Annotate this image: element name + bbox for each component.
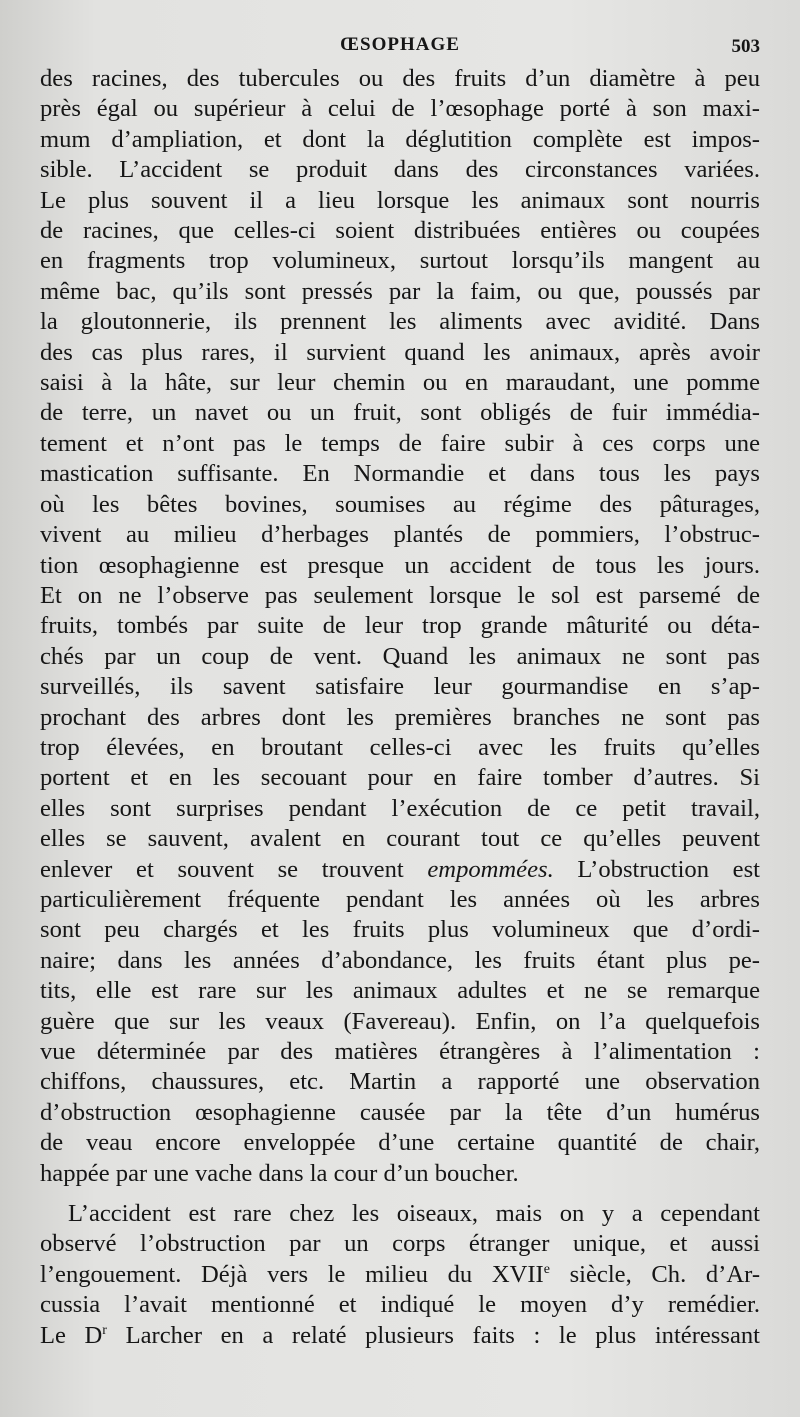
- text-line: vivent au milieu d’herbages plantés de pommiers, l’obstruc-: [40, 521, 760, 549]
- text-line: de veau encore enveloppée d’une certaine quantité de chair,: [40, 1129, 760, 1157]
- text-line: sont peu chargés et les fruits plus volumineux que d’ordi-: [40, 916, 760, 944]
- body-text: [40, 64, 760, 1351]
- text-line: vue déterminée par des matières étrangères à l’alimentation :: [40, 1038, 760, 1065]
- text-line: chés par un coup de vent. Quand les animaux ne sont pas: [40, 642, 760, 670]
- text-run: Larcher en a relaté plusieurs faits : le plus intéressant: [106, 1321, 760, 1349]
- text-line: des racines, des tubercules ou des fruits d’un diamètre à peu: [40, 65, 760, 92]
- text-line: L’accident est rare chez les oiseaux, mais on y a cependant: [68, 1200, 760, 1228]
- text-line: près égal ou supérieur à celui de l’œsophage porté à son maxi-: [40, 95, 760, 123]
- text-run: Le D: [40, 1321, 103, 1349]
- text-line: naire; dans les années d’abondance, les fruits étant plus pe-: [40, 946, 760, 974]
- text-line: surveillés, ils savent satisfaire leur gourmandise en s’ap-: [40, 673, 760, 701]
- text-line: de racines, que celles-ci soient distribuées entières ou coupées: [40, 217, 760, 245]
- text-line: elles se sauvent, avalent en courant tout ce qu’elles peuvent: [40, 825, 760, 853]
- text-line: mastication suffisante. En Normandie et dans tous les pays: [40, 460, 760, 488]
- text-line: happée par une vache dans la cour d’un boucher.: [40, 1159, 519, 1187]
- text-line-with-superscript: [40, 1260, 760, 1290]
- text-line: portent et en les secouant pour en faire tomber d’autres. Si: [40, 764, 760, 792]
- text-line: observé l’obstruction par un corps étranger unique, et aussi: [40, 1230, 760, 1258]
- superscript: e: [543, 1261, 550, 1277]
- text-line: fruits, tombés par suite de leur trop grande mâturité ou déta-: [40, 612, 760, 640]
- text-line: particulièrement fréquente pendant les années où les arbres: [40, 885, 760, 913]
- text-line: tement et n’ont pas le temps de faire subir à ces corps une: [40, 429, 760, 457]
- text-line: Et on ne l’observe pas seulement lorsque le sol est parsemé de: [40, 581, 760, 609]
- superscript: r: [102, 1322, 107, 1338]
- text-line: elles sont surprises pendant l’exécution de ce petit travail,: [40, 794, 760, 822]
- text-run: l’engouement. Déjà vers le milieu du XVII: [40, 1260, 544, 1288]
- text-line: des cas plus rares, il survient quand les animaux, après avoir: [40, 338, 760, 366]
- text-line: saisi à la hâte, sur leur chemin ou en maraudant, une pomme: [40, 369, 760, 397]
- text-line: cussia l’avait mentionné et indiqué le moyen d’y remédier.: [40, 1291, 760, 1319]
- text-line: la gloutonnerie, ils prennent les aliments avec avidité. Dans: [40, 308, 760, 336]
- running-head: [40, 28, 760, 64]
- text-line-with-italic: [40, 855, 760, 885]
- text-line: Le plus souvent il a lieu lorsque les animaux sont nourris: [40, 186, 760, 214]
- text-line: trop élevées, en broutant celles-ci avec les fruits qu’elles: [40, 733, 760, 761]
- text-line: guère que sur les veaux (Favereau). Enfin, on l’a quelquefois: [40, 1007, 760, 1035]
- paragraph-1: [40, 64, 760, 1189]
- paragraph-gap: [40, 1189, 760, 1199]
- text-run: L’obstruction est: [553, 855, 760, 883]
- running-title: ŒSOPHAGE: [340, 34, 460, 55]
- text-line: d’obstruction œsophagienne causée par la tête d’un humérus: [40, 1098, 760, 1126]
- paragraph-2: [40, 1199, 760, 1351]
- text-line: chiffons, chaussures, etc. Martin a rapporté une observation: [40, 1068, 760, 1096]
- text-line: tion œsophagienne est presque un accident de tous les jours.: [40, 551, 760, 579]
- text-line: même bac, qu’ils sont pressés par la faim, ou que, poussés par: [40, 277, 760, 305]
- text-line-with-superscript: [40, 1321, 760, 1351]
- text-run: siècle, Ch. d’Ar-: [549, 1260, 761, 1288]
- text-line: mum d’ampliation, et dont la déglutition complète est impos-: [40, 125, 760, 153]
- italic-term: empommées.: [427, 855, 554, 883]
- text-line: prochant des arbres dont les premières branches ne sont pas: [40, 703, 760, 731]
- text-line: en fragments trop volumineux, surtout lorsqu’ils mangent au: [40, 247, 760, 275]
- page-number: 503: [731, 36, 760, 57]
- text-line: sible. L’accident se produit dans des circonstances variées.: [40, 156, 760, 184]
- text-line: de terre, un navet ou un fruit, sont obligés de fuir immédia-: [40, 399, 760, 427]
- text-line: où les bêtes bovines, soumises au régime des pâturages,: [40, 490, 760, 518]
- text-run: enlever et souvent se trouvent: [40, 855, 428, 883]
- text-line: tits, elle est rare sur les animaux adultes et ne se remarque: [40, 977, 760, 1005]
